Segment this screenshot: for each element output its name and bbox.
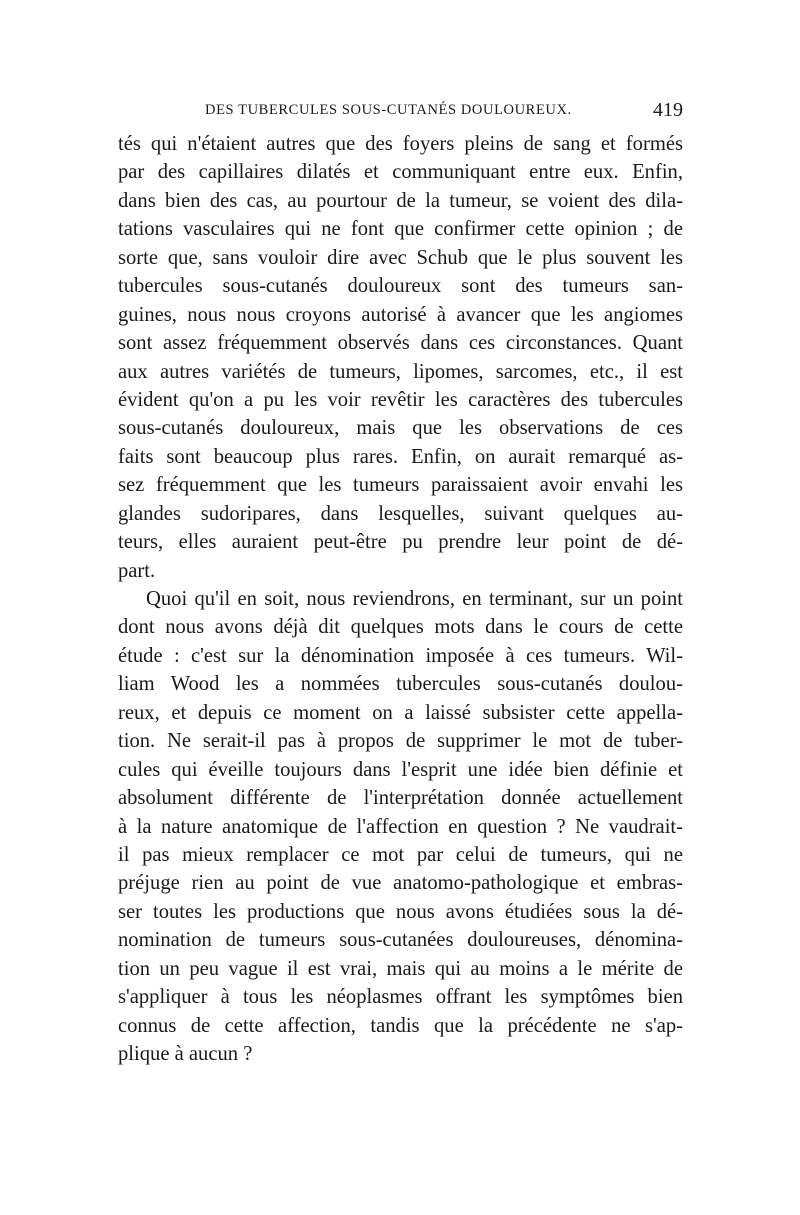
text-line: nomination de tumeurs sous-cutanées douloureuses, dénomina- bbox=[118, 929, 683, 952]
text-line: faits sont beaucoup plus rares. Enfin, on aurait remarqué as- bbox=[118, 445, 683, 468]
text-line: à la nature anatomique de l'affection en question ? Ne vaudrait- bbox=[118, 815, 683, 838]
running-header bbox=[205, 100, 685, 122]
text-line: par des capillaires dilatés et communiquant entre eux. Enfin, bbox=[118, 161, 683, 184]
text-line: s'appliquer à tous les néoplasmes offrant les symptômes bien bbox=[118, 986, 683, 1009]
text-line: teurs, elles auraient peut-être pu prendre leur point de dé- bbox=[118, 531, 683, 554]
text-line: part. bbox=[118, 559, 156, 582]
text-line: sorte que, sans vouloir dire avec Schub que le plus souvent les bbox=[118, 246, 683, 269]
text-line: absolument différente de l'interprétation donnée actuellement bbox=[118, 787, 683, 810]
text-line: aux autres variétés de tumeurs, lipomes, sarcomes, etc., il est bbox=[118, 360, 683, 383]
text-line: glandes sudoripares, dans lesquelles, suivant quelques au- bbox=[118, 502, 683, 525]
text-line: tubercules sous-cutanés douloureux sont des tumeurs san- bbox=[118, 275, 683, 298]
text-line: tion. Ne serait-il pas à propos de supprimer le mot de tuber- bbox=[118, 730, 683, 753]
text-line: tés qui n'étaient autres que des foyers pleins de sang et formés bbox=[118, 133, 683, 155]
text-line: dans bien des cas, au pourtour de la tumeur, se voient des dila- bbox=[118, 189, 683, 212]
page-number: 419 bbox=[653, 99, 683, 121]
text-line: il pas mieux remplacer ce mot par celui de tumeurs, qui ne bbox=[118, 843, 683, 866]
text-line: tations vasculaires qui ne font que confirmer cette opinion ; de bbox=[118, 218, 683, 241]
text-line: liam Wood les a nommées tubercules sous-cutanés doulou- bbox=[118, 673, 683, 696]
text-line: plique à aucun ? bbox=[118, 1043, 253, 1065]
text-line: sont assez fréquemment observés dans ces circonstances. Quant bbox=[118, 332, 683, 355]
body-text bbox=[118, 130, 683, 1068]
paragraph-2 bbox=[118, 585, 683, 1068]
text-line: sous-cutanés douloureux, mais que les observations de ces bbox=[118, 417, 683, 440]
text-line: étude : c'est sur la dénomination imposée à ces tumeurs. Wil- bbox=[118, 644, 683, 667]
text-line: dont nous avons déjà dit quelques mots dans le cours de cette bbox=[118, 616, 683, 639]
paragraph-1 bbox=[118, 130, 683, 585]
text-line: reux, et depuis ce moment on a laissé subsister cette appella- bbox=[118, 701, 683, 724]
text-line: évident qu'on a pu les voir revêtir les caractères des tubercules bbox=[118, 388, 683, 411]
text-line: cules qui éveille toujours dans l'esprit une idée bien définie et bbox=[118, 758, 683, 781]
text-line: tion un peu vague il est vrai, mais qui au moins a le mérite de bbox=[118, 957, 683, 980]
running-title: DES TUBERCULES SOUS-CUTANÉS DOULOUREUX. bbox=[205, 102, 572, 118]
text-line: guines, nous nous croyons autorisé à avancer que les angiomes bbox=[118, 303, 683, 326]
text-line: ser toutes les productions que nous avons étudiées sous la dé- bbox=[118, 900, 683, 923]
text-line: connus de cette affection, tandis que la précédente ne s'ap- bbox=[118, 1014, 683, 1037]
text-line: Quoi qu'il en soit, nous reviendrons, en terminant, sur un point bbox=[146, 588, 683, 610]
text-line: préjuge rien au point de vue anatomo-pathologique et embras- bbox=[118, 872, 683, 895]
text-line: sez fréquemment que les tumeurs paraissaient avoir envahi les bbox=[118, 474, 683, 497]
